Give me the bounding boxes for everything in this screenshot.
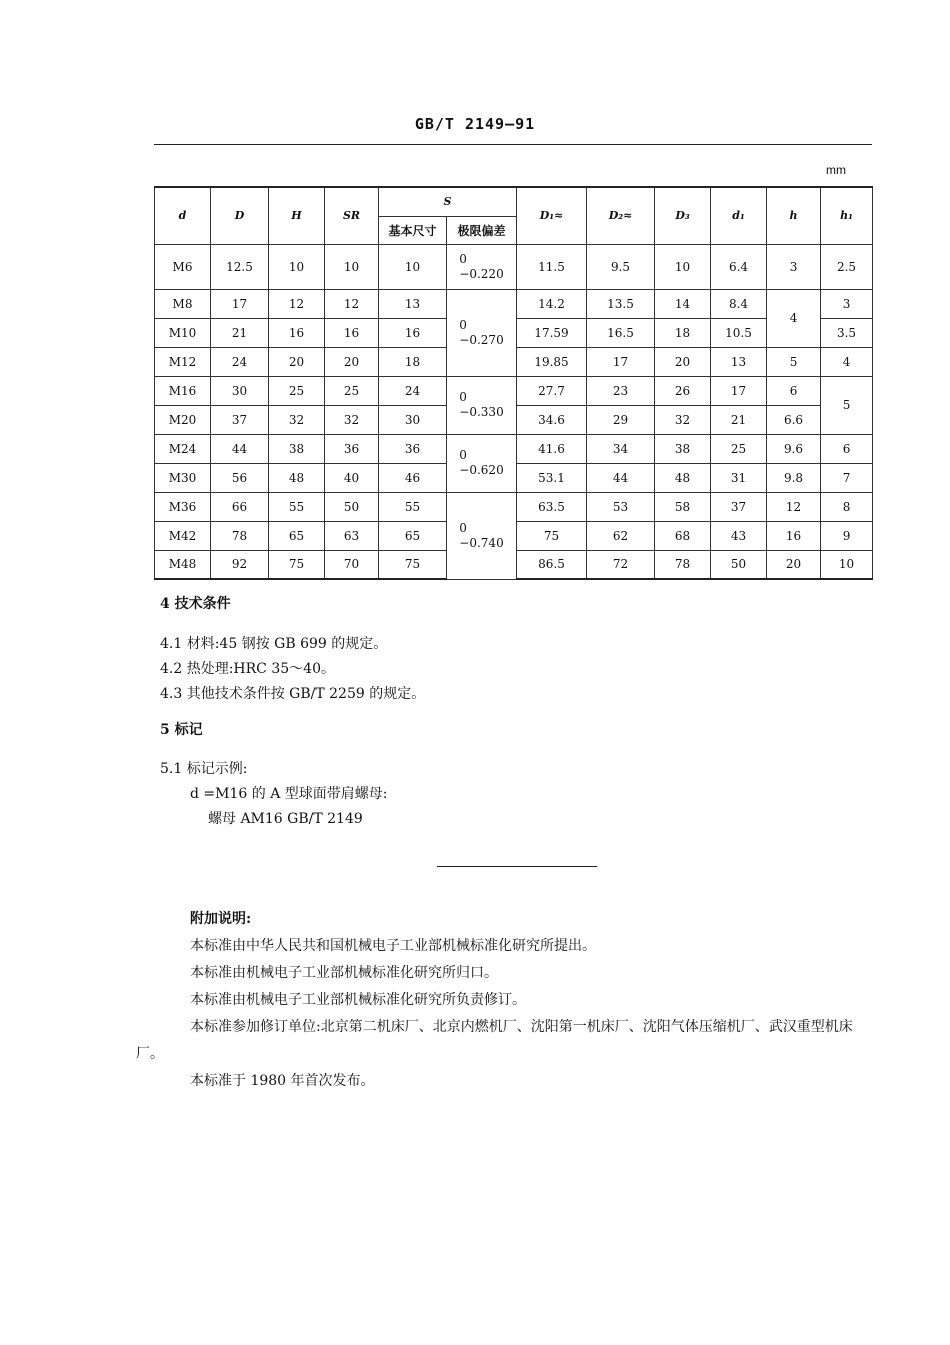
cell-tolerance [447, 492, 517, 579]
cell-S: 65 [379, 521, 447, 550]
cell-d1: 10.5 [711, 318, 767, 347]
header-D1: D₁≈ [517, 187, 587, 244]
cell-h1: 10 [821, 550, 873, 579]
cell-D1: 53.1 [517, 463, 587, 492]
cell-S: 18 [379, 347, 447, 376]
cell-D1: 17.59 [517, 318, 587, 347]
cell-SR: 10 [325, 244, 379, 289]
cell-SR: 40 [325, 463, 379, 492]
tol-lower: −0.270 [459, 332, 504, 347]
cell-d1: 21 [711, 405, 767, 434]
cell-d: M10 [155, 318, 211, 347]
cell-D3: 38 [655, 434, 711, 463]
cell-S: 36 [379, 434, 447, 463]
cell-D: 21 [211, 318, 269, 347]
cell-D1: 86.5 [517, 550, 587, 579]
cell-SR: 12 [325, 289, 379, 318]
cell-H: 10 [269, 244, 325, 289]
cell-D2: 34 [587, 434, 655, 463]
cell-SR: 32 [325, 405, 379, 434]
cell-h: 9.6 [767, 434, 821, 463]
cell-h: 4 [767, 289, 821, 347]
header-H: H [269, 187, 325, 244]
cell-SR: 20 [325, 347, 379, 376]
cell-D2: 53 [587, 492, 655, 521]
cell-tolerance [447, 434, 517, 492]
cell-D1: 41.6 [517, 434, 587, 463]
cell-S: 24 [379, 376, 447, 405]
cell-d: M20 [155, 405, 211, 434]
cell-D3: 32 [655, 405, 711, 434]
tol-upper: 0 [459, 317, 467, 332]
cell-H: 55 [269, 492, 325, 521]
cell-d: M42 [155, 521, 211, 550]
table-row [155, 289, 873, 318]
cell-H: 48 [269, 463, 325, 492]
cell-d1: 25 [711, 434, 767, 463]
cell-d: M6 [155, 244, 211, 289]
cell-D2: 44 [587, 463, 655, 492]
cell-d: M48 [155, 550, 211, 579]
cell-h1: 5 [821, 376, 873, 434]
cell-SR: 16 [325, 318, 379, 347]
cell-d1: 17 [711, 376, 767, 405]
cell-d: M12 [155, 347, 211, 376]
cell-D2: 29 [587, 405, 655, 434]
section-4-heading: 4 技术条件 [160, 596, 231, 612]
header-s-basic: 基本尺寸 [379, 216, 447, 244]
cell-D3: 18 [655, 318, 711, 347]
divider-rule [437, 866, 597, 867]
cell-h1: 2.5 [821, 244, 873, 289]
cell-h1: 6 [821, 434, 873, 463]
cell-D: 66 [211, 492, 269, 521]
tol-lower: −0.620 [459, 463, 504, 477]
cell-H: 25 [269, 376, 325, 405]
header-D: D [211, 187, 269, 244]
cell-D1: 63.5 [517, 492, 587, 521]
header-D2: D₂≈ [587, 187, 655, 244]
cell-S: 13 [379, 289, 447, 318]
tol-upper: 0 [459, 390, 467, 404]
cell-d1: 8.4 [711, 289, 767, 318]
cell-D: 56 [211, 463, 269, 492]
dimension-table [154, 186, 873, 580]
cell-D1: 19.85 [517, 347, 587, 376]
cell-d: M24 [155, 434, 211, 463]
cell-d1: 43 [711, 521, 767, 550]
table-row [155, 376, 873, 405]
cell-D1: 27.7 [517, 376, 587, 405]
cell-d: M30 [155, 463, 211, 492]
cell-H: 75 [269, 550, 325, 579]
header-d1: d₁ [711, 187, 767, 244]
header-SR: SR [325, 187, 379, 244]
cell-h1: 8 [821, 492, 873, 521]
page-header-code: GB/T 2149—91 [414, 115, 536, 133]
cell-h: 16 [767, 521, 821, 550]
notes-line-3: 本标准由机械电子工业部机械标准化研究所负责修订。 [190, 992, 526, 1008]
tol-lower: −0.220 [459, 266, 504, 281]
section-4-item-3: 4.3 其他技术条件按 GB/T 2259 的规定。 [160, 686, 426, 702]
cell-H: 20 [269, 347, 325, 376]
cell-d1: 31 [711, 463, 767, 492]
cell-D3: 58 [655, 492, 711, 521]
section-4-item-2: 4.2 热处理:HRC 35～40。 [160, 661, 335, 677]
cell-h1: 4 [821, 347, 873, 376]
cell-D: 92 [211, 550, 269, 579]
header-h: h [767, 187, 821, 244]
cell-S: 75 [379, 550, 447, 579]
cell-S: 10 [379, 244, 447, 289]
cell-SR: 50 [325, 492, 379, 521]
cell-H: 12 [269, 289, 325, 318]
cell-D: 44 [211, 434, 269, 463]
section-4-item-1: 4.1 材料:45 钢按 GB 699 的规定。 [160, 636, 388, 652]
cell-h: 5 [767, 347, 821, 376]
cell-D3: 14 [655, 289, 711, 318]
cell-D2: 23 [587, 376, 655, 405]
cell-h: 6 [767, 376, 821, 405]
table-row [155, 244, 873, 289]
tol-upper: 0 [459, 251, 467, 266]
notes-line-1: 本标准由中华人民共和国机械电子工业部机械标准化研究所提出。 [190, 938, 596, 954]
cell-D: 78 [211, 521, 269, 550]
cell-d1: 37 [711, 492, 767, 521]
cell-D2: 13.5 [587, 289, 655, 318]
cell-H: 65 [269, 521, 325, 550]
cell-h1: 7 [821, 463, 873, 492]
cell-d: M36 [155, 492, 211, 521]
cell-D1: 14.2 [517, 289, 587, 318]
cell-D3: 10 [655, 244, 711, 289]
cell-D2: 72 [587, 550, 655, 579]
tol-upper: 0 [459, 448, 467, 462]
cell-D1: 11.5 [517, 244, 587, 289]
section-5-heading: 5 标记 [160, 722, 203, 738]
cell-D3: 26 [655, 376, 711, 405]
cell-D1: 34.6 [517, 405, 587, 434]
top-rule [154, 144, 872, 145]
unit-label: mm [826, 163, 846, 177]
cell-h: 9.8 [767, 463, 821, 492]
cell-h: 6.6 [767, 405, 821, 434]
table-row [155, 492, 873, 521]
section-5-item-1: 5.1 标记示例: [160, 761, 248, 777]
cell-h1: 3 [821, 289, 873, 318]
header-s-tolerance: 极限偏差 [447, 216, 517, 244]
cell-SR: 70 [325, 550, 379, 579]
additional-notes [136, 906, 876, 1095]
cell-H: 32 [269, 405, 325, 434]
cell-h: 12 [767, 492, 821, 521]
cell-h: 3 [767, 244, 821, 289]
cell-d1: 13 [711, 347, 767, 376]
cell-tolerance [447, 244, 517, 289]
cell-D2: 17 [587, 347, 655, 376]
header-S: S [379, 187, 517, 216]
cell-D3: 78 [655, 550, 711, 579]
tol-lower: −0.740 [459, 535, 504, 550]
cell-H: 16 [269, 318, 325, 347]
cell-D: 37 [211, 405, 269, 434]
cell-D: 30 [211, 376, 269, 405]
cell-d: M16 [155, 376, 211, 405]
header-h1: h₁ [821, 187, 873, 244]
cell-D: 24 [211, 347, 269, 376]
cell-tolerance [447, 376, 517, 434]
cell-h1: 3.5 [821, 318, 873, 347]
cell-d: M8 [155, 289, 211, 318]
notes-line-5: 本标准于 1980 年首次发布。 [190, 1073, 375, 1089]
marking-example-line-2: 螺母 AM16 GB/T 2149 [208, 811, 363, 827]
cell-D2: 16.5 [587, 318, 655, 347]
header-D3: D₃ [655, 187, 711, 244]
cell-D3: 20 [655, 347, 711, 376]
cell-h: 20 [767, 550, 821, 579]
cell-S: 46 [379, 463, 447, 492]
cell-d1: 50 [711, 550, 767, 579]
cell-tolerance [447, 289, 517, 376]
cell-SR: 63 [325, 521, 379, 550]
cell-D3: 48 [655, 463, 711, 492]
cell-D1: 75 [517, 521, 587, 550]
notes-line-4: 本标准参加修订单位:北京第二机床厂、北京内燃机厂、沈阳第一机床厂、沈阳气体压缩机厂、武汉重型机床厂。 [136, 1019, 853, 1062]
cell-d1: 6.4 [711, 244, 767, 289]
tol-upper: 0 [459, 520, 467, 535]
marking-example-line-1: d =M16 的 A 型球面带肩螺母: [190, 786, 388, 802]
cell-H: 38 [269, 434, 325, 463]
cell-SR: 25 [325, 376, 379, 405]
cell-D: 12.5 [211, 244, 269, 289]
cell-D2: 62 [587, 521, 655, 550]
cell-D: 17 [211, 289, 269, 318]
cell-D3: 68 [655, 521, 711, 550]
cell-D2: 9.5 [587, 244, 655, 289]
notes-line-2: 本标准由机械电子工业部机械标准化研究所归口。 [190, 965, 498, 981]
table-row [155, 434, 873, 463]
cell-SR: 36 [325, 434, 379, 463]
cell-S: 55 [379, 492, 447, 521]
tol-lower: −0.330 [459, 405, 504, 419]
cell-S: 30 [379, 405, 447, 434]
cell-h1: 9 [821, 521, 873, 550]
cell-S: 16 [379, 318, 447, 347]
header-d: d [155, 187, 211, 244]
notes-title: 附加说明: [190, 911, 252, 927]
